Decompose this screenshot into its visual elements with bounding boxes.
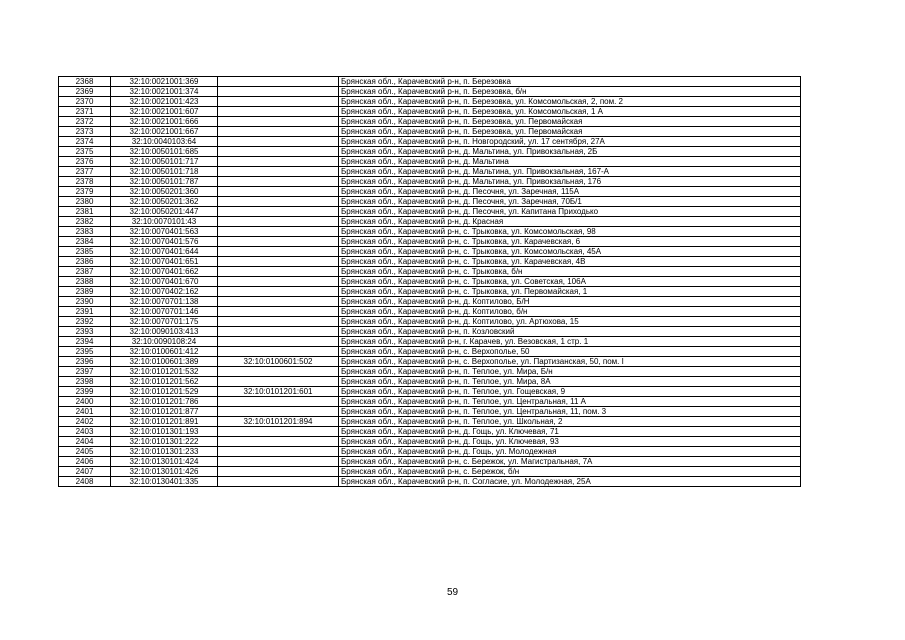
row-number-cell: 2408 [59,477,111,487]
related-cadastral-number-cell [218,117,339,127]
table-row [59,347,801,357]
cadastral-number-cell: 32:10:0050101:718 [111,167,218,177]
row-number-cell: 2387 [59,267,111,277]
address-cell: Брянская обл., Карачевский р-н, п. Теплое, ул. Мира, Б/н [339,367,801,377]
cadastral-number-cell: 32:10:0070401:662 [111,267,218,277]
row-number-cell: 2375 [59,147,111,157]
table-row [59,227,801,237]
related-cadastral-number-cell [218,127,339,137]
row-number-cell: 2391 [59,307,111,317]
related-cadastral-number-cell [218,227,339,237]
row-number-cell: 2396 [59,357,111,367]
related-cadastral-number-cell [218,77,339,87]
related-cadastral-number-cell [218,317,339,327]
address-cell: Брянская обл., Карачевский р-н, с. Трыковка, ул. Советская, 106А [339,277,801,287]
cadastral-number-cell: 32:10:0070401:644 [111,247,218,257]
address-cell: Брянская обл., Карачевский р-н, п. Теплое, ул. Центральная, 11 А [339,397,801,407]
row-number-cell: 2385 [59,247,111,257]
cadastral-number-cell: 32:10:0050101:787 [111,177,218,187]
row-number-cell: 2402 [59,417,111,427]
address-cell: Брянская обл., Карачевский р-н, г. Карачев, ул. Везовская, 1 стр. 1 [339,337,801,347]
row-number-cell: 2388 [59,277,111,287]
row-number-cell: 2370 [59,97,111,107]
address-cell: Брянская обл., Карачевский р-н, п. Козловский [339,327,801,337]
table-row [59,387,801,397]
address-cell: Брянская обл., Карачевский р-н, д. Мальтина [339,157,801,167]
cadastral-number-cell: 32:10:0050101:685 [111,147,218,157]
related-cadastral-number-cell [218,437,339,447]
table-row [59,217,801,227]
address-cell: Брянская обл., Карачевский р-н, п. Березовка, б/н [339,87,801,97]
table-row [59,127,801,137]
table-row [59,117,801,127]
row-number-cell: 2389 [59,287,111,297]
address-cell: Брянская обл., Карачевский р-н, с. Бережок, б/н [339,467,801,477]
table-row [59,467,801,477]
table-row [59,257,801,267]
cadastral-number-cell: 32:10:0130101:424 [111,457,218,467]
related-cadastral-number-cell [218,267,339,277]
table-row [59,297,801,307]
row-number-cell: 2379 [59,187,111,197]
row-number-cell: 2372 [59,117,111,127]
row-number-cell: 2383 [59,227,111,237]
address-cell: Брянская обл., Карачевский р-н, д. Коптилово, ул. Артюхова, 15 [339,317,801,327]
table-row [59,447,801,457]
cadastral-number-cell: 32:10:0050201:447 [111,207,218,217]
table-row [59,437,801,447]
related-cadastral-number-cell [218,247,339,257]
cadastral-number-cell: 32:10:0070401:670 [111,277,218,287]
row-number-cell: 2407 [59,467,111,477]
related-cadastral-number-cell: 32:10:0101201:894 [218,417,339,427]
related-cadastral-number-cell [218,177,339,187]
address-cell: Брянская обл., Карачевский р-н, д. Красная [339,217,801,227]
row-number-cell: 2374 [59,137,111,147]
related-cadastral-number-cell [218,287,339,297]
table-row [59,177,801,187]
cadastral-number-cell: 32:10:0101301:222 [111,437,218,447]
related-cadastral-number-cell [218,377,339,387]
registry-table-container [58,76,801,487]
related-cadastral-number-cell [218,147,339,157]
table-row [59,397,801,407]
related-cadastral-number-cell [218,107,339,117]
row-number-cell: 2403 [59,427,111,437]
row-number-cell: 2399 [59,387,111,397]
row-number-cell: 2394 [59,337,111,347]
address-cell: Брянская обл., Карачевский р-н, с. Верхополье, ул. Партизанская, 50, пом. I [339,357,801,367]
related-cadastral-number-cell [218,397,339,407]
row-number-cell: 2386 [59,257,111,267]
row-number-cell: 2376 [59,157,111,167]
table-row [59,197,801,207]
cadastral-number-cell: 32:10:0090103:413 [111,327,218,337]
address-cell: Брянская обл., Карачевский р-н, п. Теплое, ул. Гощевская, 9 [339,387,801,397]
cadastral-number-cell: 32:10:0021001:667 [111,127,218,137]
row-number-cell: 2369 [59,87,111,97]
row-number-cell: 2378 [59,177,111,187]
cadastral-number-cell: 32:10:0021001:607 [111,107,218,117]
row-number-cell: 2401 [59,407,111,417]
table-row [59,97,801,107]
address-cell: Брянская обл., Карачевский р-н, п. Березовка, ул. Комсомольская, 1 А [339,107,801,117]
address-cell: Брянская обл., Карачевский р-н, д. Коптилово, б/н [339,307,801,317]
address-cell: Брянская обл., Карачевский р-н, д. Коптилово, Б/Н [339,297,801,307]
cadastral-number-cell: 32:10:0040103:64 [111,137,218,147]
cadastral-number-cell: 32:10:0070701:138 [111,297,218,307]
related-cadastral-number-cell [218,277,339,287]
table-row [59,77,801,87]
cadastral-number-cell: 32:10:0070101:43 [111,217,218,227]
row-number-cell: 2371 [59,107,111,117]
related-cadastral-number-cell [218,157,339,167]
cadastral-number-cell: 32:10:0050201:360 [111,187,218,197]
row-number-cell: 2397 [59,367,111,377]
row-number-cell: 2373 [59,127,111,137]
table-row [59,357,801,367]
address-cell: Брянская обл., Карачевский р-н, с. Трыковка, б/н [339,267,801,277]
row-number-cell: 2393 [59,327,111,337]
row-number-cell: 2382 [59,217,111,227]
address-cell: Брянская обл., Карачевский р-н, п. Березовка, ул. Первомайская [339,127,801,137]
related-cadastral-number-cell [218,337,339,347]
address-cell: Брянская обл., Карачевский р-н, с. Трыковка, ул. Карачевская, 6 [339,237,801,247]
related-cadastral-number-cell [218,327,339,337]
cadastral-number-cell: 32:10:0021001:369 [111,77,218,87]
cadastral-number-cell: 32:10:0101201:529 [111,387,218,397]
cadastral-number-cell: 32:10:0101201:891 [111,417,218,427]
cadastral-number-cell: 32:10:0101201:532 [111,367,218,377]
cadastral-number-cell: 32:10:0021001:374 [111,87,218,97]
related-cadastral-number-cell [218,347,339,357]
address-cell: Брянская обл., Карачевский р-н, с. Трыковка, ул. Карачевская, 4В [339,257,801,267]
page-number: 59 [446,587,459,598]
address-cell: Брянская обл., Карачевский р-н, п. Березовка, ул. Первомайская [339,117,801,127]
related-cadastral-number-cell [218,217,339,227]
address-cell: Брянская обл., Карачевский р-н, п. Березовка [339,77,801,87]
table-row [59,187,801,197]
table-row [59,237,801,247]
cadastral-number-cell: 32:10:0021001:423 [111,97,218,107]
address-cell: Брянская обл., Карачевский р-н, д. Гощь, ул. Ключевая, 93 [339,437,801,447]
address-cell: Брянская обл., Карачевский р-н, д. Гощь, ул. Молодежная [339,447,801,457]
table-row [59,317,801,327]
row-number-cell: 2390 [59,297,111,307]
related-cadastral-number-cell [218,167,339,177]
address-cell: Брянская обл., Карачевский р-н, п. Теплое, ул. Центральная, 11, пом. 3 [339,407,801,417]
cadastral-number-cell: 32:10:0090108:24 [111,337,218,347]
address-cell: Брянская обл., Карачевский р-н, д. Мальтина, ул. Привокзальная, 167-А [339,167,801,177]
row-number-cell: 2381 [59,207,111,217]
related-cadastral-number-cell [218,137,339,147]
address-cell: Брянская обл., Карачевский р-н, д. Мальтина, ул. Привокзальная, 176 [339,177,801,187]
table-row [59,427,801,437]
cadastral-number-cell: 32:10:0070401:563 [111,227,218,237]
table-row [59,327,801,337]
cadastral-number-cell: 32:10:0050201:362 [111,197,218,207]
cadastral-number-cell: 32:10:0070401:651 [111,257,218,267]
table-row [59,87,801,97]
table-row [59,477,801,487]
address-cell: Брянская обл., Карачевский р-н, с. Трыковка, ул. Комсомольская, 45А [339,247,801,257]
address-cell: Брянская обл., Карачевский р-н, д. Песочня, ул. Заречная, 70Б/1 [339,197,801,207]
related-cadastral-number-cell [218,87,339,97]
table-row [59,337,801,347]
table-row [59,247,801,257]
table-row [59,147,801,157]
registry-table-body [59,77,801,487]
cadastral-number-cell: 32:10:0070701:175 [111,317,218,327]
row-number-cell: 2395 [59,347,111,357]
row-number-cell: 2405 [59,447,111,457]
cadastral-number-cell: 32:10:0050101:717 [111,157,218,167]
address-cell: Брянская обл., Карачевский р-н, д. Мальтина, ул. Привокзальная, 2Б [339,147,801,157]
related-cadastral-number-cell [218,307,339,317]
address-cell: Брянская обл., Карачевский р-н, с. Трыковка, ул. Комсомольская, 98 [339,227,801,237]
related-cadastral-number-cell [218,207,339,217]
address-cell: Брянская обл., Карачевский р-н, д. Песочня, ул. Капитана Приходько [339,207,801,217]
row-number-cell: 2392 [59,317,111,327]
table-row [59,207,801,217]
cadastral-number-cell: 32:10:0101301:193 [111,427,218,437]
row-number-cell: 2400 [59,397,111,407]
cadastral-number-cell: 32:10:0070402:162 [111,287,218,297]
table-row [59,287,801,297]
row-number-cell: 2404 [59,437,111,447]
cadastral-number-cell: 32:10:0070401:576 [111,237,218,247]
table-row [59,137,801,147]
cadastral-number-cell: 32:10:0130401:335 [111,477,218,487]
row-number-cell: 2398 [59,377,111,387]
cadastral-number-cell: 32:10:0101201:562 [111,377,218,387]
address-cell: Брянская обл., Карачевский р-н, д. Песочня, ул. Заречная, 115А [339,187,801,197]
table-row [59,377,801,387]
row-number-cell: 2380 [59,197,111,207]
related-cadastral-number-cell [218,257,339,267]
related-cadastral-number-cell [218,237,339,247]
related-cadastral-number-cell: 32:10:0100601:502 [218,357,339,367]
related-cadastral-number-cell [218,477,339,487]
cadastral-number-cell: 32:10:0101301:233 [111,447,218,457]
address-cell: Брянская обл., Карачевский р-н, д. Гощь, ул. Ключевая, 71 [339,427,801,437]
related-cadastral-number-cell [218,367,339,377]
row-number-cell: 2384 [59,237,111,247]
row-number-cell: 2368 [59,77,111,87]
address-cell: Брянская обл., Карачевский р-н, с. Бережок, ул. Магистральная, 7А [339,457,801,467]
cadastral-number-cell: 32:10:0130101:426 [111,467,218,477]
table-row [59,307,801,317]
table-row [59,277,801,287]
row-number-cell: 2377 [59,167,111,177]
related-cadastral-number-cell [218,297,339,307]
address-cell: Брянская обл., Карачевский р-н, п. Теплое, ул. Школьная, 2 [339,417,801,427]
cadastral-number-cell: 32:10:0101201:786 [111,397,218,407]
registry-table [58,76,801,487]
related-cadastral-number-cell [218,467,339,477]
related-cadastral-number-cell: 32:10:0101201:601 [218,387,339,397]
address-cell: Брянская обл., Карачевский р-н, п. Березовка, ул. Комсомольская, 2, пом. 2 [339,97,801,107]
related-cadastral-number-cell [218,447,339,457]
address-cell: Брянская обл., Карачевский р-н, с. Верхополье, 50 [339,347,801,357]
cadastral-number-cell: 32:10:0101201:877 [111,407,218,417]
related-cadastral-number-cell [218,187,339,197]
table-row [59,157,801,167]
address-cell: Брянская обл., Карачевский р-н, п. Теплое, ул. Мира, 8А [339,377,801,387]
related-cadastral-number-cell [218,97,339,107]
related-cadastral-number-cell [218,407,339,417]
related-cadastral-number-cell [218,197,339,207]
table-row [59,367,801,377]
address-cell: Брянская обл., Карачевский р-н, п. Согласие, ул. Молодежная, 25А [339,477,801,487]
table-row [59,167,801,177]
cadastral-number-cell: 32:10:0070701:146 [111,307,218,317]
table-row [59,417,801,427]
table-row [59,407,801,417]
address-cell: Брянская обл., Карачевский р-н, с. Трыковка, ул. Первомайская, 1 [339,287,801,297]
address-cell: Брянская обл., Карачевский р-н, п. Новгородский, ул. 17 сентября, 27А [339,137,801,147]
cadastral-number-cell: 32:10:0100601:412 [111,347,218,357]
cadastral-number-cell: 32:10:0100601:389 [111,357,218,367]
cadastral-number-cell: 32:10:0021001:666 [111,117,218,127]
table-row [59,457,801,467]
table-row [59,107,801,117]
related-cadastral-number-cell [218,427,339,437]
table-row [59,267,801,277]
row-number-cell: 2406 [59,457,111,467]
related-cadastral-number-cell [218,457,339,467]
